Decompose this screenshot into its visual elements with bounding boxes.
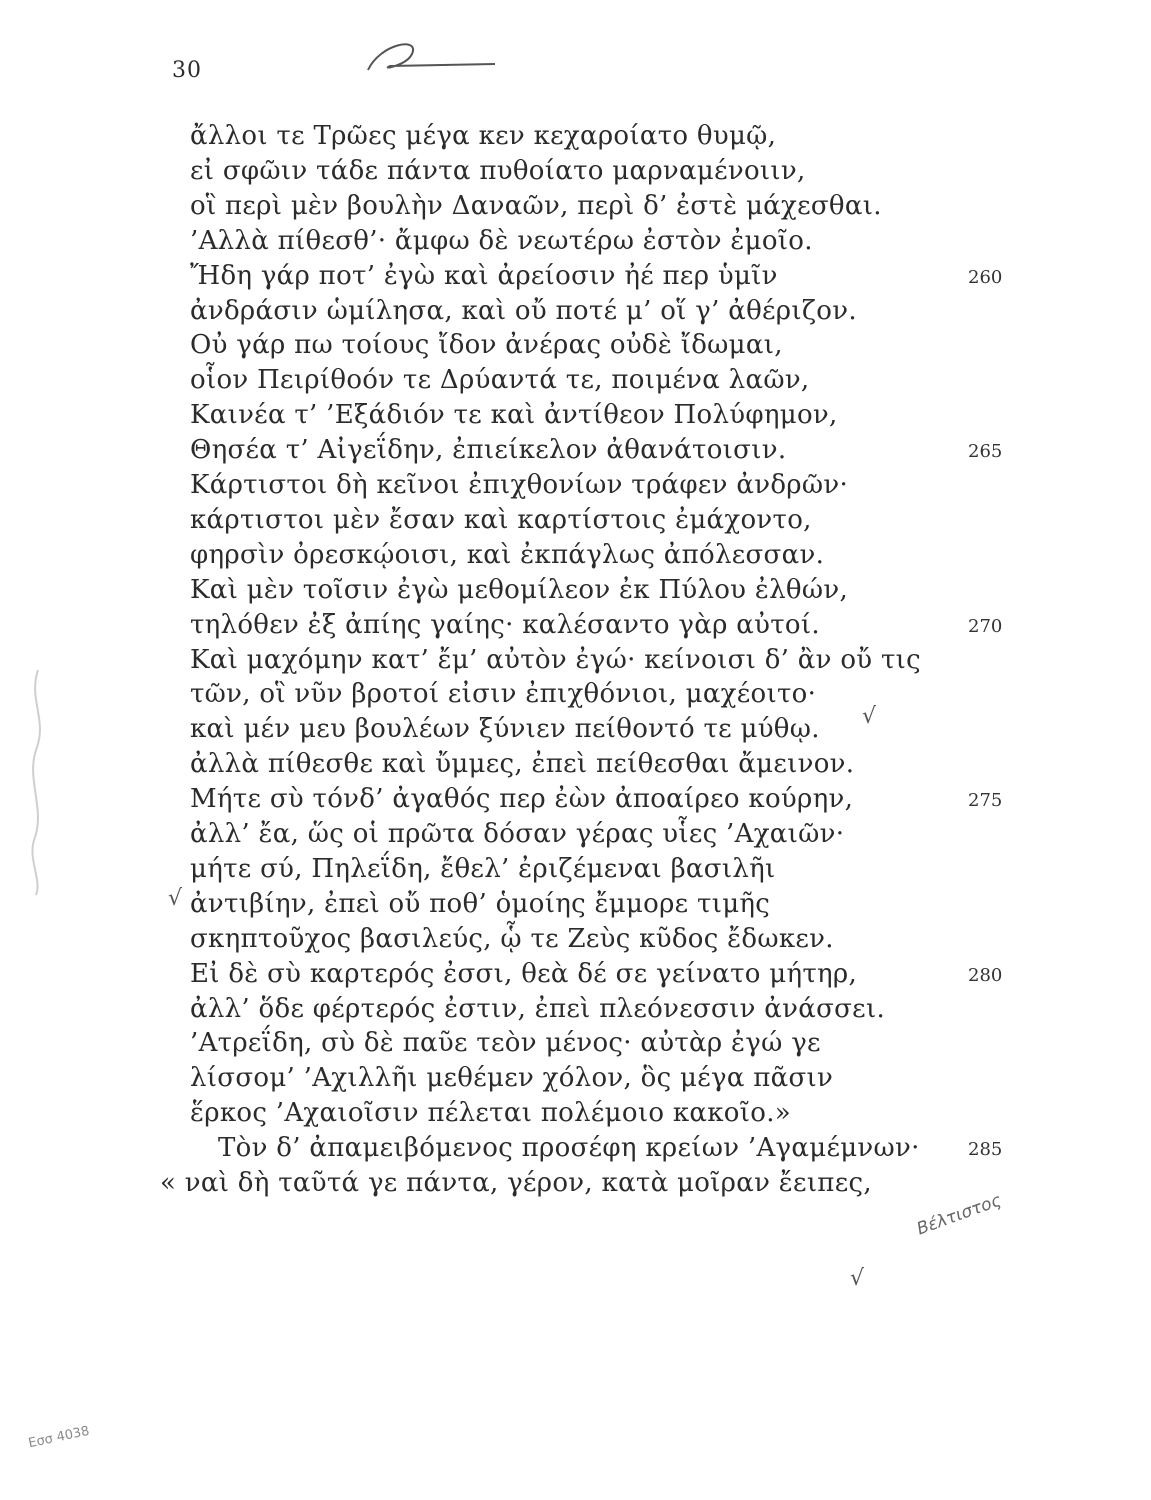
check-mark-icon: √ xyxy=(168,886,183,911)
line-number: 280 xyxy=(968,964,1003,986)
margin-note-right: Βέλτιστος xyxy=(914,1190,1005,1240)
verse-line: Καὶ μὲν τοῖσιν ἐγὼ μεθομίλεον ἐκ Πύλου ἐλθών, xyxy=(190,574,849,605)
verse-line: « ναὶ δὴ ταῦτά γε πάντα, γέρον, κατὰ μοῖραν ἔειπες, xyxy=(160,1168,872,1198)
verse-line: Μήτε σὺ τόνδ’ ἀγαθός περ ἐὼν ἀποαίρεο κούρην, xyxy=(190,784,854,815)
line-number: 285 xyxy=(968,1139,1003,1161)
verse-line: λίσσομ’ ’Αχιλλῆι μεθέμεν χόλον, ὃς μέγα πᾶσιν xyxy=(190,1063,834,1094)
verse-line: οἷον Πειρίθοόν τε Δρύαντά τε, ποιμένα λαῶν, xyxy=(190,365,810,396)
verse-line: κάρτιστοι μὲν ἔσαν καὶ καρτίστοις ἐμάχοντο, xyxy=(190,504,812,535)
verse-line: ἀνδράσιν ὡμίλησα, καὶ οὔ ποτέ μ’ οἵ γ’ ἀθέριζον. xyxy=(190,295,857,326)
verse-line: ἀλλ’ ὅδε φέρτερός ἐστιν, ἐπεὶ πλεόνεσσιν ἀνάσσει. xyxy=(190,993,886,1024)
verse-line: ἀλλὰ πίθεσθε καὶ ὔμμες, ἐπεὶ πείθεσθαι ἄμεινον. xyxy=(190,749,855,780)
archive-stamp: Εσσ 4038 xyxy=(27,1423,91,1452)
verse-line: Θησέα τ’ Αἰγεΐδην, ἐπιείκελον ἀθανάτοισιν. xyxy=(190,435,787,466)
verse-line: Ἤδη γάρ ποτ’ ἐγὼ καὶ ἀρείοσιν ἠέ περ ὑμῖν xyxy=(190,260,778,291)
verse-line: μήτε σύ, Πηλεΐδη, ἔθελ’ ἐριζέμεναι βασιλῆι xyxy=(190,853,776,884)
verse-line: φηρσὶν ὀρεσκῴοισι, καὶ ἐκπάγλως ἀπόλεσσαν. xyxy=(190,539,825,570)
line-number: 260 xyxy=(968,266,1003,288)
verse-line: ’Ατρεΐδη, σὺ δὲ παῦε τεὸν μένος· αὐτὰρ ἐγώ γε xyxy=(190,1028,821,1059)
verse-line: καὶ μέν μευ βουλέων ξύνιεν πείθοντό τε μύθῳ. xyxy=(190,714,820,745)
verse-line: Οὐ γάρ πω τοίους ἴδον ἀνέρας οὐδὲ ἴδωμαι, xyxy=(190,330,783,361)
line-number: 265 xyxy=(968,441,1003,463)
line-number: 270 xyxy=(968,615,1003,637)
verse-line: ἀλλ’ ἔα, ὥς οἱ πρῶτα δόσαν γέρας υἷες ’Αχαιῶν· xyxy=(190,819,845,849)
verse-line: Κάρτιστοι δὴ κεῖνοι ἐπιχθονίων τράφεν ἀνδρῶν· xyxy=(190,470,849,500)
verse-line: Καινέα τ’ ’Εξάδιόν τε καὶ ἀντίθεον Πολύφημον, xyxy=(190,400,838,431)
verse-line: ἄλλοι τε Τρῶες μέγα κεν κεχαροίατο θυμῷ, xyxy=(190,121,777,151)
verse-line: ’Αλλὰ πίθεσθ’· ἄμφω δὲ νεωτέρω ἐστὸν ἐμοῖο. xyxy=(190,225,813,256)
verse-line: ἕρκος ’Αχαιοῖσιν πέλεται πολέμοιο κακοῖο.» xyxy=(190,1098,791,1129)
side-scrawl-icon xyxy=(18,660,58,900)
verse-line: τῶν, οἳ νῦν βροτοί εἰσιν ἐπιχθόνιοι, μαχέοιτο· xyxy=(190,679,817,710)
verse-line: Τὸν δ’ ἀπαμειβόμενος προσέφη κρείων ’Αγαμέμνων· xyxy=(218,1133,920,1164)
verse-line: Εἰ δὲ σὺ καρτερός ἐσσι, θεὰ δέ σε γείνατο μήτηρ, xyxy=(190,958,858,989)
line-number: 275 xyxy=(968,790,1003,812)
verse-line: σκηπτοῦχος βασιλεύς, ᾧ τε Ζεὺς κῦδος ἔδωκεν. xyxy=(190,923,834,954)
check-mark-icon: √ xyxy=(862,704,877,729)
page-number: 30 xyxy=(172,58,202,83)
check-mark-icon: √ xyxy=(850,1266,865,1291)
verse-line: εἰ σφῶιν τάδε πάντα πυθοίατο μαρναμένοιιν, xyxy=(190,155,806,186)
verse-line: ἀντιβίην, ἐπεὶ οὔ ποθ’ ὁμοίης ἔμμορε τιμῆς xyxy=(190,888,771,919)
verse-line: τηλόθεν ἐξ ἀπίης γαίης· καλέσαντο γὰρ αὐτοί. xyxy=(190,609,820,640)
verse-line: Καὶ μαχόμην κατ’ ἔμ’ αὐτὸν ἐγώ· κείνοισι δ’ ἂν οὔ τις xyxy=(190,644,921,675)
verse-line: οἳ περὶ μὲν βουλὴν Δαναῶν, περὶ δ’ ἐστὲ μάχεσθαι. xyxy=(190,190,882,221)
